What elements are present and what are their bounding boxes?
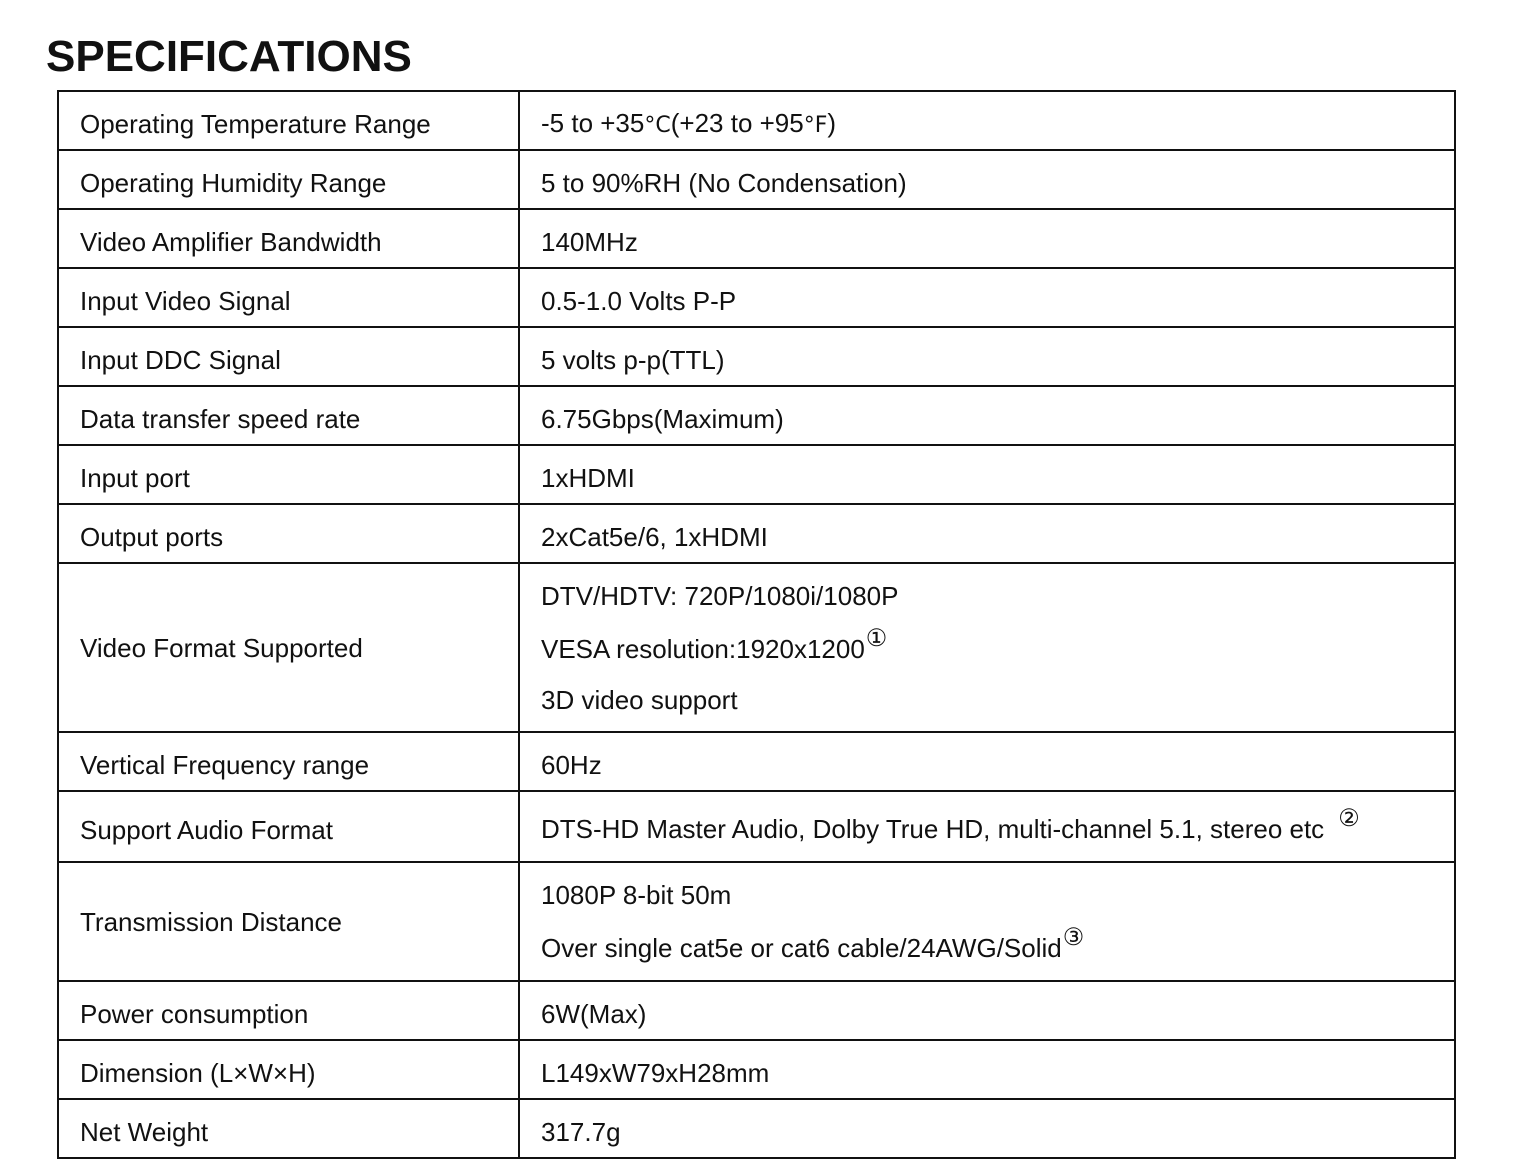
table-row: [58, 150, 1455, 209]
spec-label: Data transfer speed rate: [58, 386, 519, 445]
spec-value: 2xCat5e/6, 1xHDMI: [519, 504, 1455, 563]
table-row: [58, 1040, 1455, 1099]
spec-label: Video Format Supported: [58, 563, 519, 732]
spec-value-line: DTV/HDTV: 720P/1080i/1080P: [541, 581, 899, 611]
spec-label: Input Video Signal: [58, 268, 519, 327]
spec-label: Operating Temperature Range: [58, 91, 519, 150]
spec-value: [519, 91, 1455, 150]
table-row: [58, 91, 1455, 150]
spec-value: 5 to 90%RH (No Condensation): [519, 150, 1455, 209]
spec-value: 60Hz: [519, 732, 1455, 791]
spec-label: Input DDC Signal: [58, 327, 519, 386]
spec-value: 0.5-1.0 Volts P-P: [519, 268, 1455, 327]
specifications-table: [57, 90, 1456, 1159]
table-row: [58, 732, 1455, 791]
spec-value-line: [541, 923, 1454, 974]
table-row: [58, 862, 1455, 981]
spec-label: Vertical Frequency range: [58, 732, 519, 791]
table-row: [58, 563, 1455, 732]
spec-label: Video Amplifier Bandwidth: [58, 209, 519, 268]
celsius-symbol: °C: [644, 112, 671, 138]
spec-value-line: 3D video support: [541, 685, 738, 715]
footnote-marker: ①: [865, 624, 888, 652]
spec-value: 1xHDMI: [519, 445, 1455, 504]
spec-value: 6W(Max): [519, 981, 1455, 1040]
spec-value-line: [541, 624, 1454, 675]
spec-label: Dimension (L×W×H): [58, 1040, 519, 1099]
spec-value: L149xW79xH28mm: [519, 1040, 1455, 1099]
spec-value: 5 volts p-p(TTL): [519, 327, 1455, 386]
fahrenheit-symbol: °F: [803, 112, 828, 138]
page-title: SPECIFICATIONS: [46, 32, 412, 81]
spec-value-line: 1080P 8-bit 50m: [541, 880, 732, 910]
table-row: [58, 445, 1455, 504]
spec-label: Support Audio Format: [58, 791, 519, 862]
spec-label: Net Weight: [58, 1099, 519, 1158]
vesa-resolution-text: VESA resolution:1920x1200: [541, 634, 865, 664]
spec-value: 6.75Gbps(Maximum): [519, 386, 1455, 445]
spec-value: 317.7g: [519, 1099, 1455, 1158]
cable-spec-text: Over single cat5e or cat6 cable/24AWG/Solid: [541, 933, 1062, 963]
temp-close-paren: ): [827, 107, 837, 138]
footnote-marker: ②: [1338, 804, 1360, 832]
spec-value: [519, 791, 1455, 862]
audio-format-text: DTS-HD Master Audio, Dolby True HD, multi-channel 5.1, stereo etc: [541, 814, 1325, 844]
spec-value: [519, 862, 1455, 981]
temp-fahrenheit-range: (+23 to +95: [670, 107, 804, 138]
table-row: [58, 504, 1455, 563]
table-row: [58, 981, 1455, 1040]
table-row: [58, 268, 1455, 327]
spec-label: Output ports: [58, 504, 519, 563]
temp-celsius-range: -5 to +35: [541, 107, 645, 138]
spec-label: Operating Humidity Range: [58, 150, 519, 209]
table-row: [58, 791, 1455, 862]
footnote-marker: ③: [1062, 923, 1085, 951]
spec-label: Power consumption: [58, 981, 519, 1040]
table-row: [58, 327, 1455, 386]
spec-label: Input port: [58, 445, 519, 504]
table-row: [58, 386, 1455, 445]
spec-label: Transmission Distance: [58, 862, 519, 981]
table-row: [58, 209, 1455, 268]
spec-value: [519, 563, 1455, 732]
table-row: [58, 1099, 1455, 1158]
spec-value: 140MHz: [519, 209, 1455, 268]
